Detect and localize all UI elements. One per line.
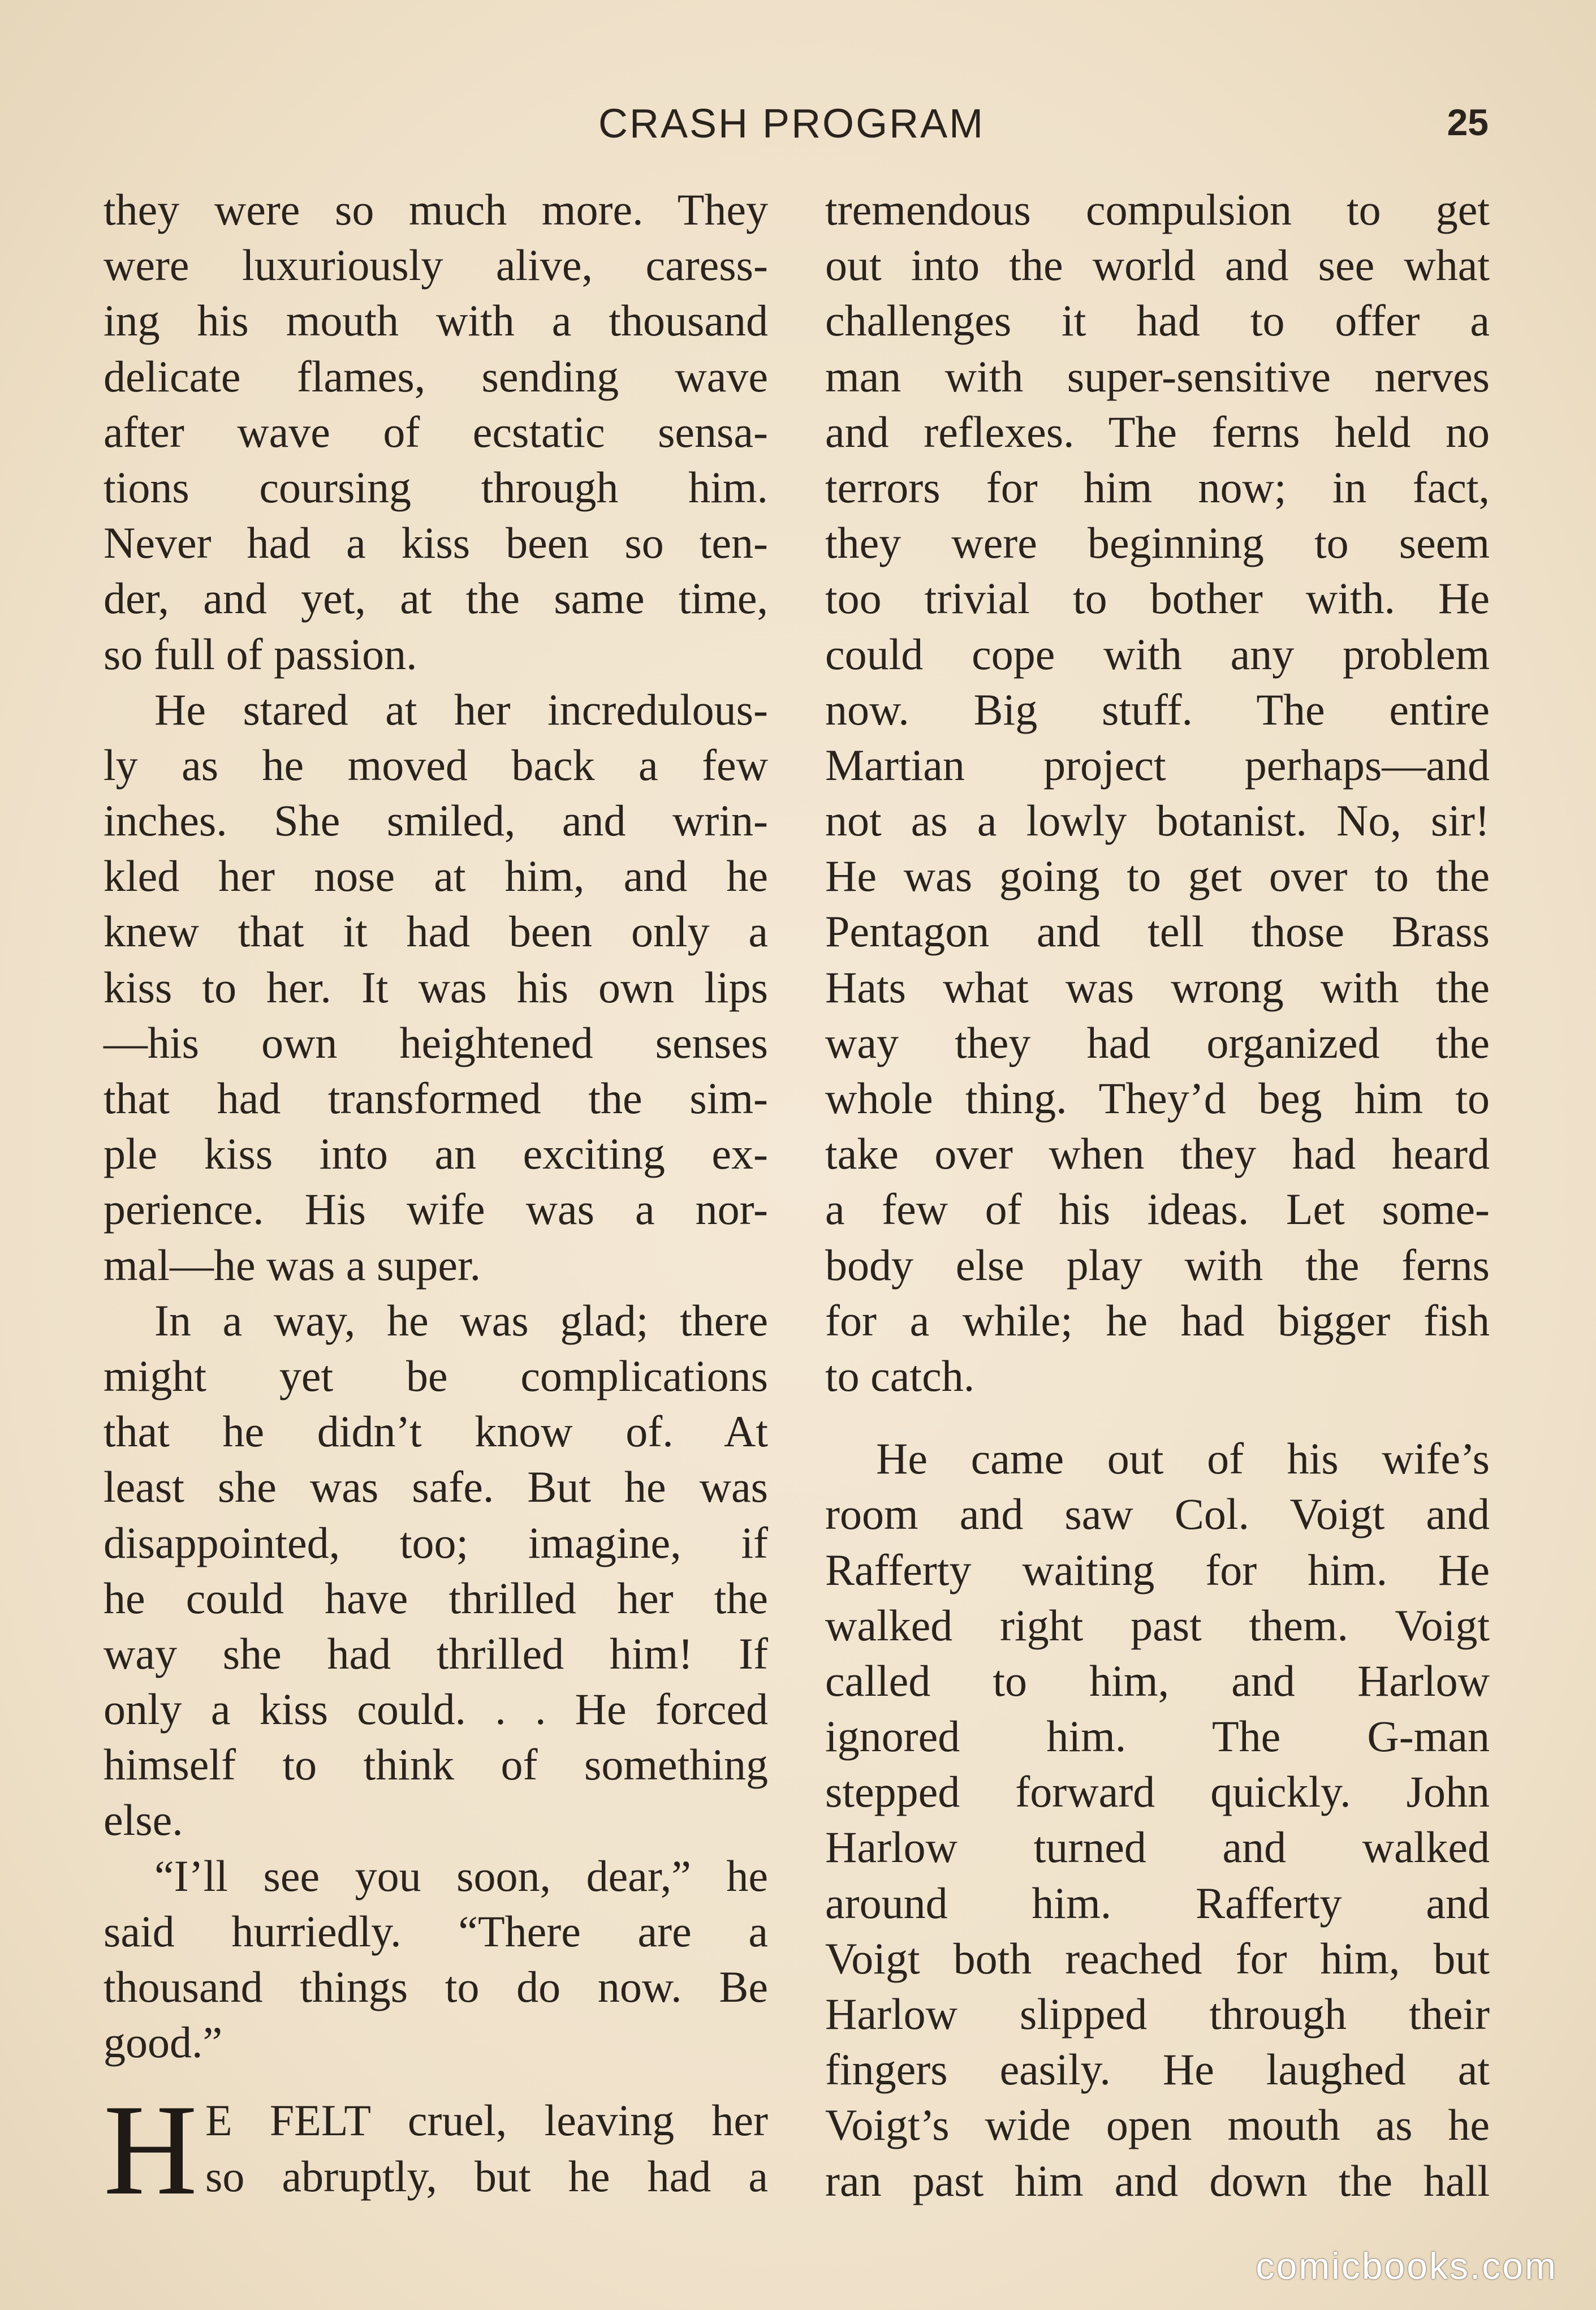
text-line: now. Big stuff. The entire [825, 684, 1490, 734]
text-line: der, and yet, at the same time, [103, 574, 768, 623]
text-line: “I’ll see you soon, dear,” he [154, 1851, 768, 1900]
page-number: 25 [1447, 101, 1489, 143]
paragraph-7 [825, 1431, 1490, 2209]
text-line: Harlow turned and walked [825, 1822, 1490, 1872]
text-line: good.” [103, 2018, 223, 2067]
text-line: E FELT cruel, leaving her [205, 2096, 768, 2145]
text-line: Martian project perhaps—and [825, 740, 1490, 790]
text-line: to catch. [825, 1351, 975, 1400]
text-line: way they had organized the [825, 1018, 1490, 1067]
text-line: Voigt’s wide open mouth as he [825, 2100, 1490, 2150]
text-line: man with super-sensitive nerves [825, 351, 1490, 401]
text-line: that he didn’t know of. At [103, 1407, 768, 1456]
text-line: could cope with any problem [825, 629, 1490, 679]
text-line: out into the world and see what [825, 240, 1490, 290]
text-line: were luxuriously alive, caress- [103, 240, 768, 290]
text-line: ple kiss into an exciting ex- [103, 1129, 768, 1179]
paragraph-1 [103, 182, 768, 682]
paragraph-6 [825, 182, 1490, 1404]
text-line: knew that it had been only a [103, 907, 768, 956]
text-line: —his own heightened senses [103, 1018, 768, 1067]
text-line: way she had thrilled him! If [103, 1628, 768, 1678]
text-line: whole thing. They’d beg him to [825, 1074, 1490, 1123]
drop-cap: H [103, 2078, 198, 2222]
text-line: they were so much more. They [103, 185, 768, 234]
running-title: CRASH PROGRAM [598, 101, 985, 146]
left-column [103, 182, 768, 2222]
text-line: In a way, he was glad; there [154, 1295, 768, 1345]
text-line: not as a lowly botanist. No, sir! [825, 796, 1490, 846]
text-line: ing his mouth with a thousand [103, 296, 768, 346]
text-line: He came out of his wife’s [876, 1434, 1490, 1484]
text-line: tremendous compulsion to get [825, 185, 1490, 234]
text-line: terrors for him now; in fact, [825, 462, 1490, 512]
text-line: ran past him and down the hall [825, 2156, 1490, 2205]
text-line: least she was safe. But he was [103, 1462, 768, 1512]
text-line: called to him, and Harlow [825, 1656, 1490, 1705]
text-line: he could have thrilled her the [103, 1573, 768, 1623]
text-line: Pentagon and tell those Brass [825, 907, 1490, 956]
text-line: disappointed, too; imagine, if [103, 1518, 768, 1567]
paragraph-4 [103, 1848, 768, 2071]
text-line: Rafferty waiting for him. He [825, 1545, 1490, 1594]
text-line: take over when they had heard [825, 1129, 1490, 1179]
text-line: ignored him. The G-man [825, 1712, 1490, 1761]
text-line: so abruptly, but he had a [205, 2151, 768, 2201]
text-line: Hats what was wrong with the [825, 962, 1490, 1012]
text-line: after wave of ecstatic sensa- [103, 407, 768, 456]
text-line: perience. His wife was a nor- [103, 1184, 768, 1234]
watermark: comicbooks.com [1256, 2245, 1558, 2287]
text-line: walked right past them. Voigt [825, 1600, 1490, 1650]
text-line: kiss to her. It was his own lips [103, 962, 768, 1012]
right-column [825, 182, 1490, 2209]
text-line: tions coursing through him. [103, 462, 768, 512]
text-line: ly as he moved back a few [103, 740, 768, 790]
text-line: Harlow slipped through their [825, 1989, 1490, 2039]
text-line: himself to think of something [103, 1740, 768, 1790]
text-line: thousand things to do now. Be [103, 1962, 768, 2011]
text-line: else. [103, 1795, 183, 1845]
page-header [0, 101, 1596, 152]
text-line: only a kiss could. . . He forced [103, 1684, 768, 1734]
text-line: around him. Rafferty and [825, 1878, 1490, 1928]
text-line: and reflexes. The ferns held no [825, 407, 1490, 456]
text-line: Voigt both reached for him, but [825, 1933, 1490, 1983]
text-line: He was going to get over to the [825, 851, 1490, 901]
text-line: they were beginning to seem [825, 518, 1490, 568]
text-line: challenges it had to offer a [825, 296, 1490, 346]
text-line: too trivial to bother with. He [825, 574, 1490, 623]
text-line: room and saw Col. Voigt and [825, 1489, 1490, 1539]
text-line: Never had a kiss been so ten- [103, 518, 768, 568]
text-line: inches. She smiled, and wrin- [103, 796, 768, 846]
text-line: fingers easily. He laughed at [825, 2045, 1490, 2094]
text-line: kled her nose at him, and he [103, 851, 768, 901]
text-line: delicate flames, sending wave [103, 351, 768, 401]
text-line: so full of passion. [103, 629, 417, 679]
paragraph-2 [103, 682, 768, 1293]
paragraph-3 [103, 1293, 768, 1848]
text-line: a few of his ideas. Let some- [825, 1184, 1490, 1234]
text-line: that had transformed the sim- [103, 1074, 768, 1123]
text-line: for a while; he had bigger fish [825, 1295, 1490, 1345]
text-line: body else play with the ferns [825, 1240, 1490, 1290]
text-line: stepped forward quickly. John [825, 1767, 1490, 1817]
paragraph-5 [103, 2078, 768, 2222]
text-line: mal—he was a super. [103, 1240, 481, 1290]
text-line: might yet be complications [103, 1351, 768, 1400]
text-line: He stared at her incredulous- [154, 684, 768, 734]
text-line: said hurriedly. “There are a [103, 1906, 768, 1956]
